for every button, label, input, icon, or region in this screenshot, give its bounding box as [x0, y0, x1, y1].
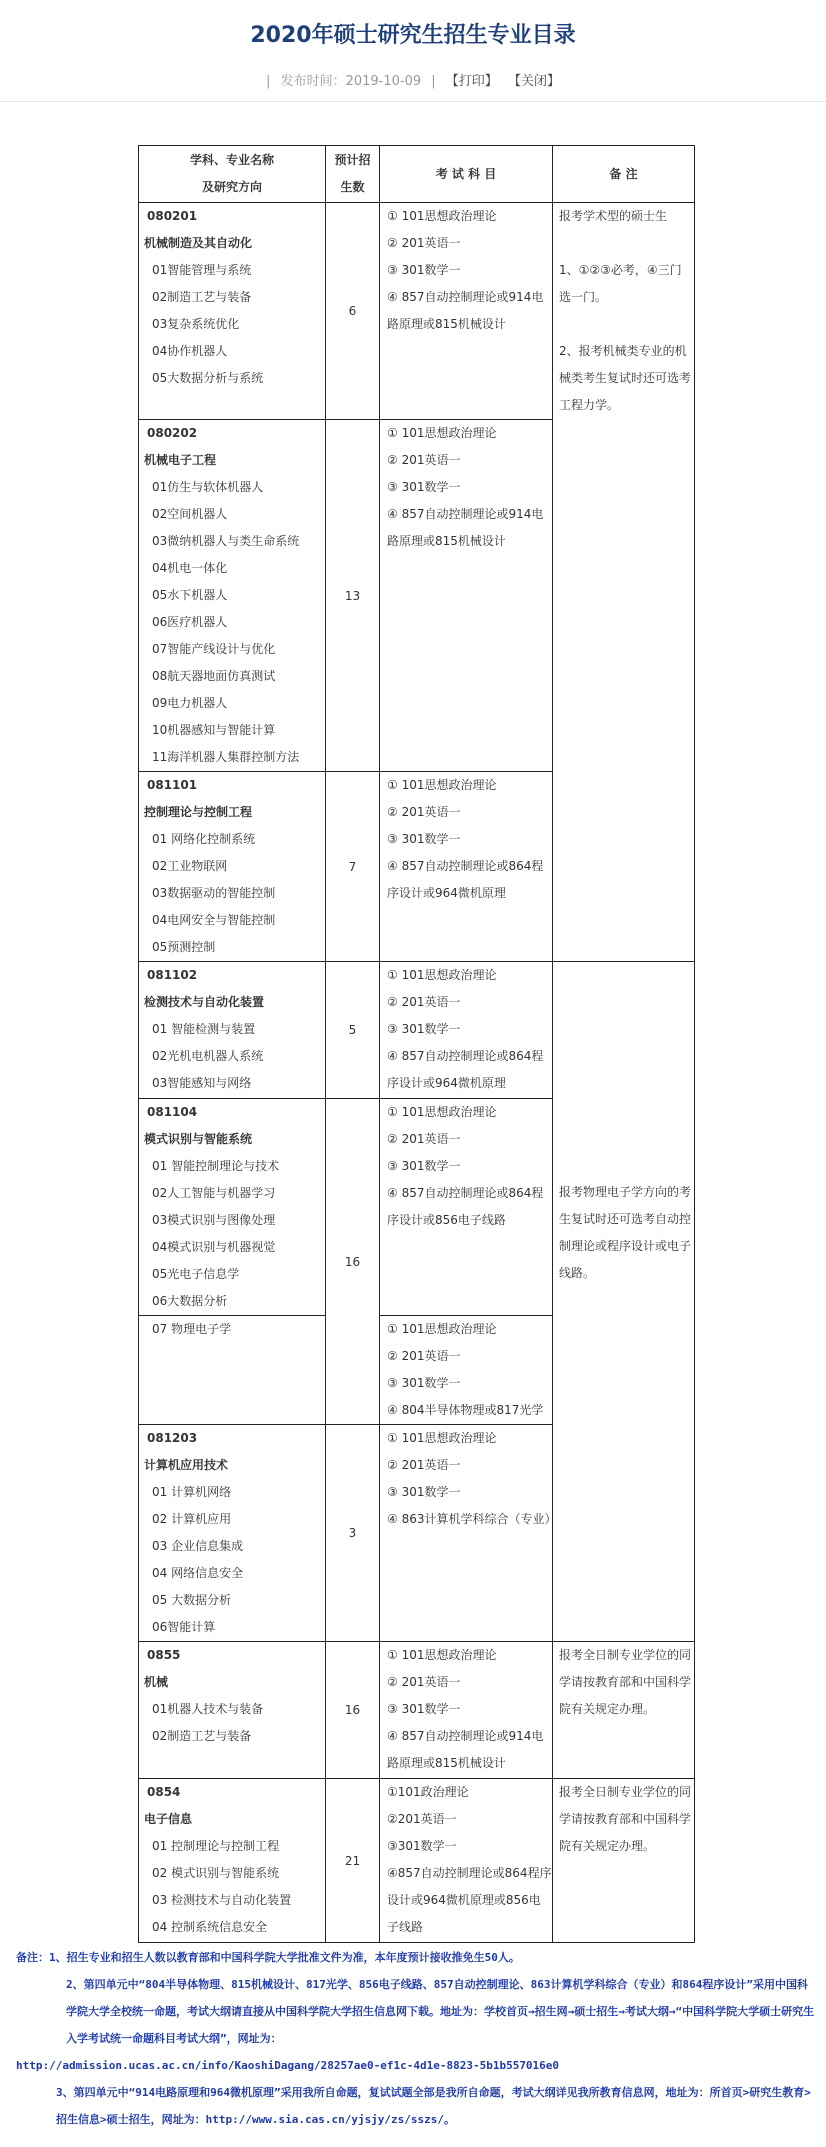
header-major	[139, 146, 326, 203]
direction-item: 01仿生与软体机器人	[152, 480, 264, 494]
major-code: 0855	[147, 1648, 181, 1662]
table-header-row	[139, 146, 695, 203]
notes-cell	[553, 1779, 695, 1943]
subject-item: ③ 301数学一	[387, 832, 461, 846]
separator: |	[266, 74, 271, 89]
direction-item: 02 计算机应用	[152, 1512, 232, 1526]
direction-item: 06智能计算	[152, 1620, 216, 1634]
major-cell	[139, 203, 326, 420]
direction-item: 03微纳机器人与类生命系统	[152, 534, 300, 548]
subject-item: ①101政治理论	[387, 1785, 469, 1799]
footer-notes	[16, 1944, 816, 2133]
header-major-line1: 学科、专业名称	[189, 153, 274, 167]
major-name: 机械制造及其自动化	[144, 236, 253, 250]
note-spacer	[553, 311, 694, 338]
direction-item: 05预测控制	[152, 940, 216, 954]
direction-item: 02制造工艺与装备	[152, 1729, 252, 1743]
header-count-line2: 生数	[340, 180, 365, 194]
subject-item: ① 101思想政治理论	[387, 1105, 497, 1119]
subject-item: ④ 857自动控制理论或864程序设计或856电子线路	[387, 1186, 544, 1227]
subject-item: ④ 857自动控制理论或914电路原理或815机械设计	[387, 507, 544, 548]
subject-item: ③ 301数学一	[387, 1159, 461, 1173]
note-text: 报考学术型的硕士生	[559, 209, 668, 223]
subject-item: ① 101思想政治理论	[387, 778, 497, 792]
major-code: 081203	[147, 1431, 198, 1445]
subject-item: ②201英语一	[387, 1812, 457, 1826]
enrollment-count: 6	[326, 203, 380, 420]
enrollment-count: 3	[326, 1425, 380, 1642]
subject-item: ① 101思想政治理论	[387, 209, 497, 223]
enrollment-count: 21	[326, 1779, 380, 1943]
subject-item: ③301数学一	[387, 1839, 457, 1853]
header-count	[326, 146, 380, 203]
table-row	[139, 203, 695, 420]
header-subjects: 考 试 科 目	[380, 146, 553, 203]
direction-item: 06医疗机器人	[152, 615, 228, 629]
subject-item: ② 201英语一	[387, 1132, 461, 1146]
header-major-line2: 及研究方向	[201, 180, 262, 194]
subject-item: ③ 301数学一	[387, 1702, 461, 1716]
subject-item: ④857自动控制理论或864程序设计或964微机原理或856电子线路	[387, 1866, 552, 1934]
enrollment-count: 13	[326, 420, 380, 772]
subjects-cell	[380, 962, 553, 1099]
direction-item: 06大数据分析	[152, 1294, 228, 1308]
direction-item: 02光机电机器人系统	[152, 1049, 264, 1063]
subject-item: ④ 804半导体物理或817光学	[387, 1403, 544, 1417]
major-cell	[139, 1642, 326, 1779]
direction-item: 02空间机器人	[152, 507, 228, 521]
footer-note-2: 2、第四单元中“804半导体物理、815机械设计、817光学、856电子线路、857自动控制理论、863计算机学科综合（专业）和864程序设计”采用中国科学院大学全校统一命题，考试大纲请直接从中国科学院大学招生信息网下载。地址为：学校首页→招生网→硕士招生→考试大纲→“中国科学院大学硕士研究生入学考试统一命题科目考试大纲”，网址为：	[66, 1978, 815, 2045]
direction-item: 03复杂系统优化	[152, 317, 240, 331]
direction-item: 01 控制理论与控制工程	[152, 1839, 280, 1853]
direction-item: 10机器感知与智能计算	[152, 723, 276, 737]
subjects-cell	[380, 1425, 557, 1642]
notes-cell	[553, 1642, 695, 1779]
note-text: 报考物理电子学方向的考生复试时还可选考自动控制理论或程序设计或电子线路。	[559, 1185, 692, 1280]
footer-note-1: 备注：1、招生专业和招生人数以教育部和中国科学院大学批准文件为准，本年度预计接收推免生50人。	[16, 1951, 520, 1964]
direction-item: 01 智能检测与装置	[152, 1022, 256, 1036]
subject-item: ② 201英语一	[387, 453, 461, 467]
major-code: 080202	[147, 426, 198, 440]
subject-item: ② 201英语一	[387, 1458, 461, 1472]
major-code: 081102	[147, 968, 198, 982]
direction-item: 07智能产线设计与优化	[152, 642, 276, 656]
header-count-line1: 预计招	[334, 153, 371, 167]
direction-item: 03 检测技术与自动化装置	[152, 1893, 292, 1907]
close-link[interactable]: 【关闭】	[507, 74, 560, 89]
direction-item: 04模式识别与机器视觉	[152, 1240, 276, 1254]
direction-item: 05水下机器人	[152, 588, 228, 602]
major-cell	[139, 772, 326, 962]
direction-item: 01机器人技术与装备	[152, 1702, 264, 1716]
footer-url[interactable]: http://admission.ucas.ac.cn/info/KaoshiDagang/28257ae0-ef1c-4d1e-8823-5b1b557016e0	[16, 2059, 560, 2072]
direction-item: 05大数据分析与系统	[152, 371, 264, 385]
subject-item: ② 201英语一	[387, 805, 461, 819]
direction-item: 11海洋机器人集群控制方法	[152, 750, 300, 764]
subject-item: ① 101思想政治理论	[387, 1648, 497, 1662]
direction-item: 09电力机器人	[152, 696, 228, 710]
enrollment-count: 7	[326, 772, 380, 962]
major-cell	[139, 962, 326, 1099]
direction-item: 04电网安全与智能控制	[152, 913, 276, 927]
page-header	[0, 0, 826, 102]
major-code: 081104	[147, 1105, 198, 1119]
note-spacer	[553, 962, 694, 1179]
direction-item: 01智能管理与系统	[152, 263, 252, 277]
major-cell	[139, 420, 326, 772]
header-notes: 备 注	[553, 146, 695, 203]
major-name: 电子信息	[144, 1812, 193, 1826]
subject-item: ① 101思想政治理论	[387, 1431, 497, 1445]
subject-item: ③ 301数学一	[387, 480, 461, 494]
direction-item: 01 计算机网络	[152, 1485, 232, 1499]
page-title: 2020年硕士研究生招生专业目录	[250, 23, 576, 48]
note-text: 1、①②③必考，④三门选一门。	[559, 263, 682, 304]
major-name: 计算机应用技术	[144, 1458, 229, 1472]
subject-item: ④ 857自动控制理论或914电路原理或815机械设计	[387, 290, 544, 331]
major-cell	[139, 1316, 326, 1425]
subjects-cell	[380, 1099, 553, 1316]
major-code: 080201	[147, 209, 198, 223]
major-cell	[139, 1779, 326, 1943]
footer-note-3: 3、第四单元中“914电路原理和964微机原理”采用我所自命题，复试试题全部是我所自命题，考试大纲详见我所教育信息网，地址为：所首页>研究生教育>招生信息>硕士招生，网址为：http://www.sia.cas.cn/yjsjy/zs/sszs/。	[56, 2086, 811, 2126]
major-name: 模式识别与智能系统	[144, 1132, 253, 1146]
table-row	[139, 962, 695, 1099]
table-row	[139, 1642, 695, 1779]
subjects-cell	[380, 203, 553, 420]
subject-item: ④ 863计算机学科综合（专业）	[387, 1512, 557, 1526]
enrollment-count: 5	[326, 962, 380, 1099]
subject-item: ④ 857自动控制理论或864程序设计或964微机原理	[387, 1049, 544, 1090]
subject-item: ③ 301数学一	[387, 263, 461, 277]
subject-item: ① 101思想政治理论	[387, 968, 497, 982]
direction-item: 04机电一体化	[152, 561, 228, 575]
subjects-cell	[380, 1779, 553, 1943]
publish-date: 发布时间：2019-10-09	[280, 74, 422, 89]
note-text: 2、报考机械类专业的机械类考生复试时还可选考工程力学。	[559, 344, 692, 412]
major-code: 0854	[147, 1785, 181, 1799]
subjects-cell	[380, 1316, 553, 1425]
subject-item: ② 201英语一	[387, 1675, 461, 1689]
direction-item: 05光电子信息学	[152, 1267, 240, 1281]
subject-item: ② 201英语一	[387, 236, 461, 250]
direction-item: 04 网络信息安全	[152, 1566, 244, 1580]
direction-item: 02制造工艺与装备	[152, 290, 252, 304]
catalog-table	[138, 145, 695, 1943]
subjects-cell	[380, 420, 553, 772]
table-row	[139, 1779, 695, 1943]
major-code: 081101	[147, 778, 198, 792]
direction-item: 08航天器地面仿真测试	[152, 669, 276, 683]
subject-item: ② 201英语一	[387, 1349, 461, 1363]
enrollment-count: 16	[326, 1099, 380, 1425]
enrollment-count: 16	[326, 1642, 380, 1779]
subject-item: ① 101思想政治理论	[387, 1322, 497, 1336]
direction-item: 07 物理电子学	[152, 1322, 232, 1336]
subject-item: ② 201英语一	[387, 995, 461, 1009]
direction-item: 03模式识别与图像处理	[152, 1213, 276, 1227]
print-link[interactable]: 【打印】	[445, 74, 498, 89]
direction-item: 03 企业信息集成	[152, 1539, 244, 1553]
major-name: 检测技术与自动化装置	[144, 995, 265, 1009]
article-meta	[0, 70, 826, 89]
subject-item: ① 101思想政治理论	[387, 426, 497, 440]
direction-item: 02工业物联网	[152, 859, 228, 873]
note-text: 报考全日制专业学位的同学请按教育部和中国科学院有关规定办理。	[559, 1785, 692, 1853]
notes-cell	[553, 203, 695, 962]
direction-item: 04协作机器人	[152, 344, 228, 358]
note-spacer	[553, 230, 694, 257]
direction-item: 03智能感知与网络	[152, 1076, 252, 1090]
direction-item: 05 大数据分析	[152, 1593, 232, 1607]
subjects-cell	[380, 1642, 553, 1779]
subject-item: ④ 857自动控制理论或864程序设计或964微机原理	[387, 859, 544, 900]
direction-item: 01 智能控制理论与技术	[152, 1159, 280, 1173]
note-text: 报考全日制专业学位的同学请按教育部和中国科学院有关规定办理。	[559, 1648, 692, 1716]
separator: |	[431, 74, 436, 89]
major-name: 控制理论与控制工程	[144, 805, 253, 819]
direction-item: 04 控制系统信息安全	[152, 1920, 268, 1934]
direction-item: 03数据驱动的智能控制	[152, 886, 276, 900]
subject-item: ③ 301数学一	[387, 1022, 461, 1036]
major-cell	[139, 1425, 326, 1642]
subjects-cell	[380, 772, 553, 962]
direction-item: 01 网络化控制系统	[152, 832, 256, 846]
major-name: 机械	[144, 1675, 169, 1689]
notes-cell	[553, 962, 695, 1642]
major-name: 机械电子工程	[144, 453, 217, 467]
subject-item: ④ 857自动控制理论或914电路原理或815机械设计	[387, 1729, 544, 1770]
major-cell	[139, 1099, 326, 1316]
direction-item: 02 模式识别与智能系统	[152, 1866, 280, 1880]
subject-item: ③ 301数学一	[387, 1376, 461, 1390]
direction-item: 02人工智能与机器学习	[152, 1186, 276, 1200]
subject-item: ③ 301数学一	[387, 1485, 461, 1499]
